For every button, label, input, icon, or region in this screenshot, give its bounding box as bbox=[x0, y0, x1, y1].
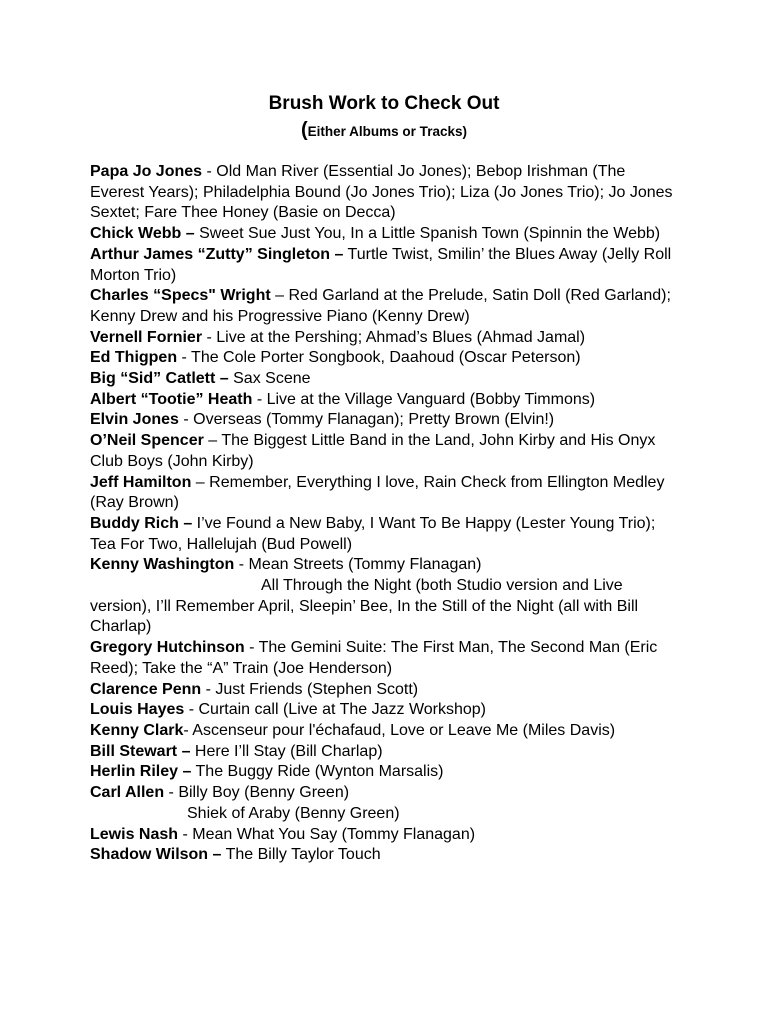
drummer-name: Kenny Clark bbox=[90, 721, 184, 739]
drummer-entry bbox=[90, 245, 682, 286]
drummer-entry bbox=[90, 825, 682, 846]
recordings-text: - Just Friends (Stephen Scott) bbox=[201, 680, 419, 698]
recordings-text: Sweet Sue Just You, In a Little Spanish Town (Spinnin the Webb) bbox=[194, 225, 661, 243]
recordings-continuation: version), I’ll Remember April, Sleepin’ Bee, In the Still of the Night (all with Bill Charlap) bbox=[90, 597, 639, 636]
drummer-name: Ed Thigpen bbox=[90, 349, 178, 367]
drummer-name: Elvin Jones bbox=[90, 411, 179, 429]
recordings-continuation: All Through the Night (both Studio version and Live bbox=[261, 577, 623, 595]
recordings-text: I’ve Found a New Baby, I Want To Be Happy (Lester Young Trio); Tea For Two, Hallelujah (Bud Powell) bbox=[90, 514, 656, 553]
recordings-text: - Live at the Village Vanguard (Bobby Timmons) bbox=[252, 390, 596, 408]
drummer-name: Clarence Penn bbox=[90, 680, 202, 698]
recordings-continuation: Shiek of Araby (Benny Green) bbox=[187, 804, 400, 822]
drummer-entry bbox=[90, 742, 682, 763]
recordings-text: - Old Man River (Essential Jo Jones); Bebop Irishman (The Everest Years); Philadelphia Bound (Jo Jones Trio); Liza (Jo Jones Trio); Jo Jones Sextet; Fare Thee Honey (Basie on Decca) bbox=[90, 163, 673, 222]
drummer-entry bbox=[90, 410, 682, 431]
recordings-text: – Red Garland at the Prelude, Satin Doll (Red Garland); Kenny Drew and his Progressive Piano (Kenny Drew) bbox=[90, 287, 671, 325]
recordings-text: - Curtain call (Live at The Jazz Workshop) bbox=[184, 701, 487, 719]
drummer-entry bbox=[90, 762, 682, 783]
recordings-text: – Remember, Everything I love, Rain Check from Ellington Medley (Ray Brown) bbox=[90, 473, 665, 512]
recordings-text: Sax Scene bbox=[228, 370, 311, 388]
drummer-name: Vernell Fornier bbox=[90, 328, 203, 346]
drummer-name: Jeff Hamilton bbox=[90, 473, 192, 491]
recordings-text: The Buggy Ride (Wynton Marsalis) bbox=[191, 763, 444, 781]
drummer-entry bbox=[90, 369, 682, 390]
subtitle-text: Either Albums or Tracks) bbox=[307, 124, 467, 139]
recordings-text: The Billy Taylor Touch bbox=[221, 846, 381, 864]
drummer-entry bbox=[90, 638, 682, 679]
drummer-entry bbox=[90, 680, 682, 701]
subtitle-open-paren: ( bbox=[301, 119, 308, 141]
recordings-text: – The Biggest Little Band in the Land, John Kirby and His Onyx Club Boys (John Kirby) bbox=[90, 432, 656, 470]
drummer-entry bbox=[90, 845, 682, 866]
drummer-name: Carl Allen bbox=[90, 784, 165, 802]
drummer-name: Herlin Riley – bbox=[90, 763, 192, 781]
drummer-name: Papa Jo Jones bbox=[90, 163, 203, 180]
recordings-text: - The Cole Porter Songbook, Daahoud (Oscar Peterson) bbox=[177, 349, 581, 367]
drummer-entry bbox=[90, 783, 682, 824]
recordings-text: - Overseas (Tommy Flanagan); Pretty Brown (Elvin!) bbox=[178, 411, 555, 429]
drummer-entry bbox=[90, 162, 682, 224]
drummer-name: Shadow Wilson – bbox=[90, 846, 222, 864]
drummer-entry bbox=[90, 514, 682, 555]
drummer-name: Gregory Hutchinson bbox=[90, 639, 245, 657]
drummer-list bbox=[90, 162, 682, 866]
drummer-entry bbox=[90, 348, 682, 369]
drummer-name: Chick Webb – bbox=[90, 225, 195, 243]
drummer-entry bbox=[90, 700, 682, 721]
drummer-entry bbox=[90, 555, 682, 638]
recordings-text: - Mean What You Say (Tommy Flanagan) bbox=[178, 825, 476, 843]
drummer-name: Big “Sid” Catlett – bbox=[90, 370, 229, 388]
recordings-text: Here I’ll Stay (Bill Charlap) bbox=[190, 742, 383, 760]
drummer-entry bbox=[90, 224, 682, 245]
recordings-text: - Billy Boy (Benny Green) bbox=[164, 784, 350, 802]
drummer-entry bbox=[90, 431, 682, 472]
drummer-name: Arthur James “Zutty” Singleton – bbox=[90, 245, 344, 263]
drummer-entry bbox=[90, 328, 682, 349]
drummer-name: Bill Stewart – bbox=[90, 742, 191, 760]
drummer-name: Louis Hayes bbox=[90, 701, 185, 719]
drummer-name: Buddy Rich – bbox=[90, 514, 193, 532]
document-title: Brush Work to Check Out bbox=[268, 93, 500, 114]
drummer-name: Lewis Nash bbox=[90, 825, 179, 843]
drummer-name: O’Neil Spencer bbox=[90, 432, 204, 450]
drummer-name: Kenny Washington bbox=[90, 556, 235, 574]
drummer-name: Albert “Tootie” Heath bbox=[90, 390, 253, 408]
recordings-text: - Mean Streets (Tommy Flanagan) bbox=[234, 556, 482, 574]
drummer-entry bbox=[90, 390, 682, 411]
drummer-entry bbox=[90, 721, 682, 742]
drummer-entry bbox=[90, 286, 682, 327]
drummer-name: Charles “Specs" Wright bbox=[90, 287, 271, 305]
recordings-text: Turtle Twist, Smilin’ the Blues Away (Jelly Roll Morton Trio) bbox=[90, 245, 672, 284]
recordings-text: - The Gemini Suite: The First Man, The Second Man (Eric Reed); Take the “A” Train (Joe Henderson) bbox=[90, 639, 658, 677]
recordings-text: - Live at the Pershing; Ahmad’s Blues (Ahmad Jamal) bbox=[202, 328, 586, 346]
drummer-entry bbox=[90, 473, 682, 514]
recordings-text: - Ascenseur pour l'échafaud, Love or Leave Me (Miles Davis) bbox=[183, 721, 616, 739]
document-subtitle bbox=[0, 118, 768, 144]
